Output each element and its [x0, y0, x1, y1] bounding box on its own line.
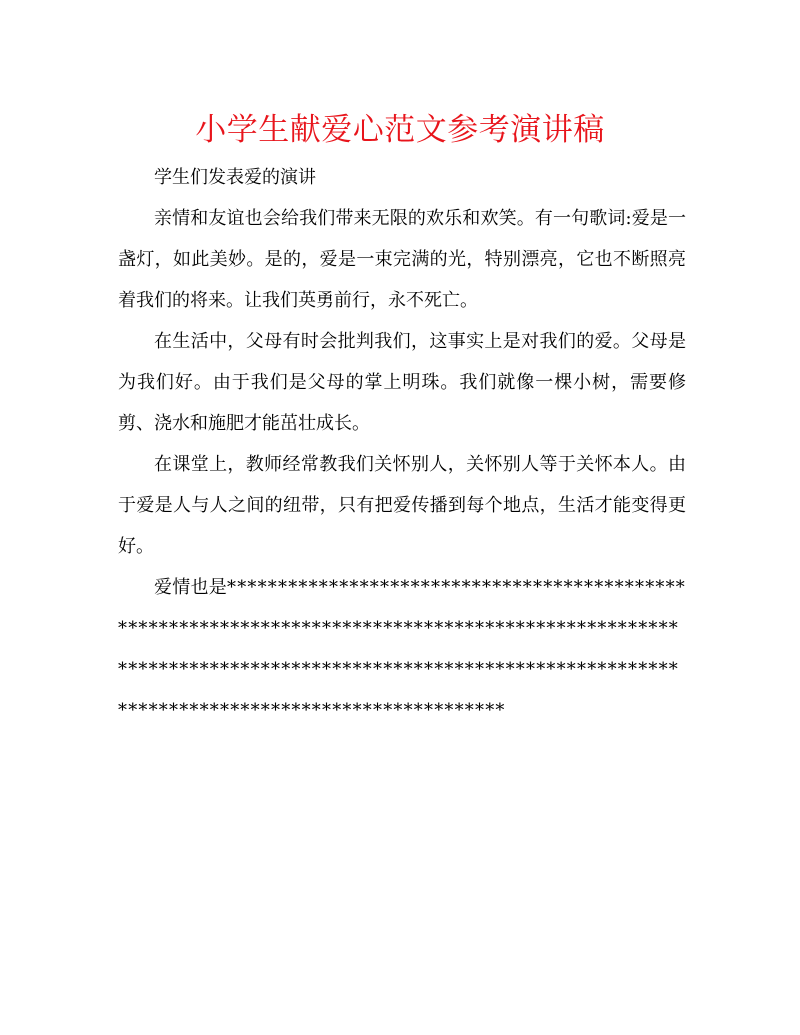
paragraph-parents: 在生活中，父母有时会批判我们，这事实上是对我们的爱。父母是为我们好。由于我们是父母的掌上明珠。我们就像一棵小树，需要修剪、浇水和施肥才能茁壮成长。 [118, 331, 686, 434]
paragraph-family-friendship: 亲情和友谊也会给我们带来无限的欢乐和欢笑。有一句歌词:爱是一盏灯，如此美妙。是的，爱是一束完满的光，特别漂亮，它也不断照亮着我们的将来。让我们英勇前行，永不死亡。 [118, 208, 686, 311]
masked-paragraph-lead: 爱情也是 [154, 577, 227, 598]
masked-text-asterisks: ************************************************************************************************************************************************************************************************* [118, 577, 686, 721]
paragraph-speech-intro: 学生们发表爱的演讲 [154, 167, 316, 188]
document-body [118, 157, 686, 731]
document-title: 小学生献爱心范文参考演讲稿 [195, 112, 605, 148]
paragraph-classroom: 在课堂上，教师经常教我们关怀别人，关怀别人等于关怀本人。由于爱是人与人之间的纽带，只有把爱传播到每个地点，生活才能变得更好。 [118, 454, 686, 557]
paragraph-love-masked [118, 567, 686, 731]
